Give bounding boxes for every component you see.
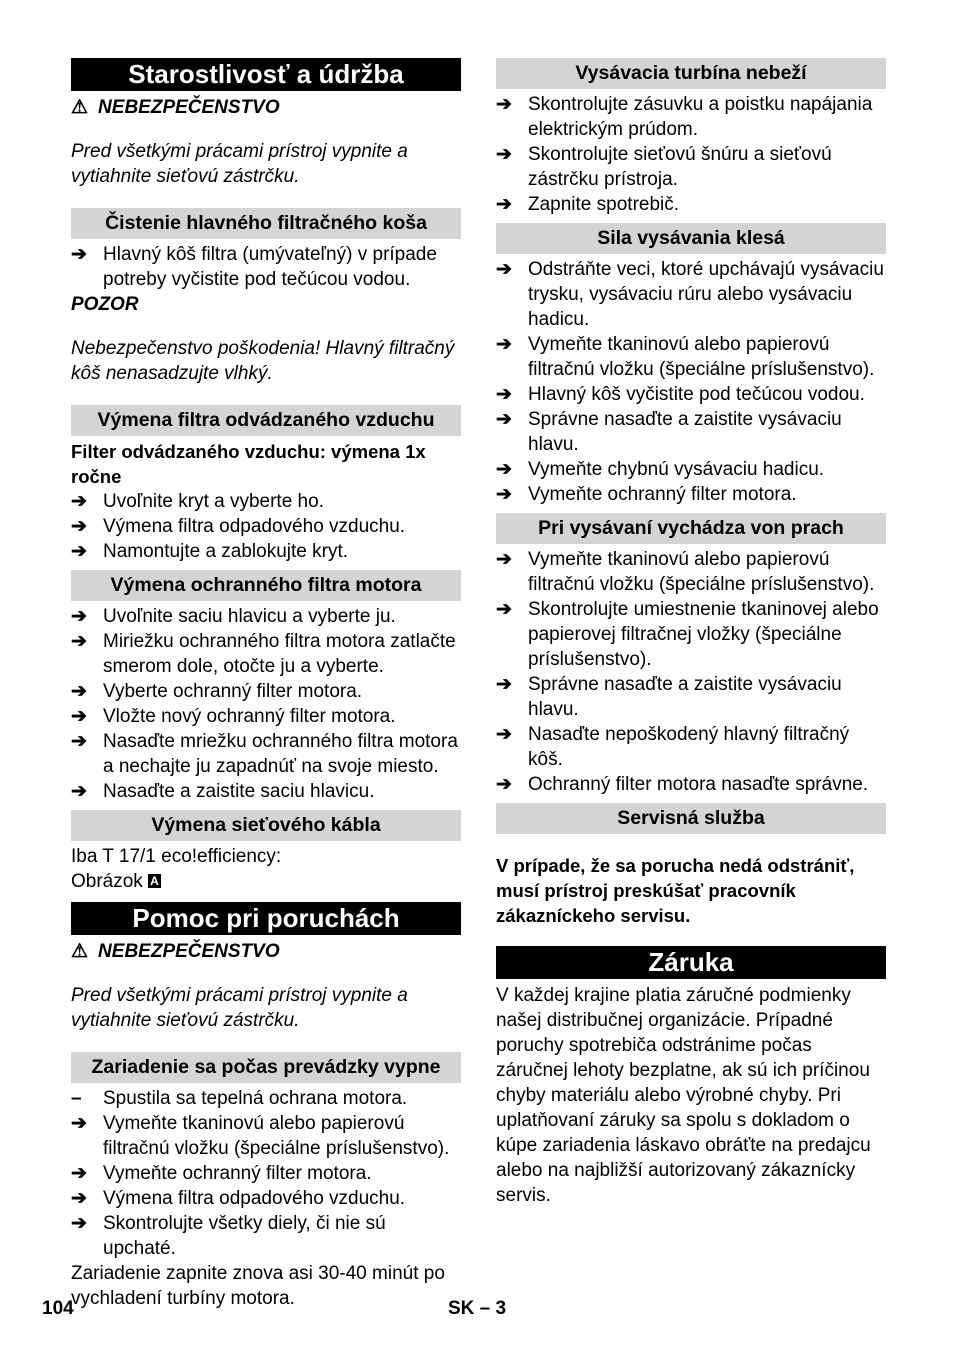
cause-switch-off <box>71 1086 461 1111</box>
service-text: V prípade, že sa porucha nedá odstrániť, musí prístroj preskúšať pracovník zákazníckeho servisu. <box>496 854 855 926</box>
steps-motor-filter <box>71 604 461 804</box>
subtitle-turbine: Vysávacia turbína nebeží <box>496 58 886 89</box>
danger-text-2: Pred všetkými prácami prístroj vypnite a vytiahnite sieťovú zástrčku. <box>71 985 408 1031</box>
dash-icon: – <box>71 1088 82 1109</box>
section-title-warranty: Záruka <box>496 946 886 979</box>
steps-dust <box>496 547 886 797</box>
section-number: SK – 3 <box>448 1298 507 1319</box>
list-item: ➔ Nasaďte a zaistite saciu hlavicu. <box>71 781 375 802</box>
list-item: ➔ Namontujte a zablokujte kryt. <box>71 541 349 562</box>
list-item: ➔ Vyberte ochranný filter motora. <box>71 681 363 702</box>
arrow-icon: ➔ <box>496 334 512 355</box>
subtitle-cable: Výmena sieťového kábla <box>71 810 461 841</box>
list-item: ➔ Vložte nový ochranný filter motora. <box>71 706 396 727</box>
list-item: ➔ Zapnite spotrebič. <box>496 194 680 215</box>
arrow-icon: ➔ <box>496 409 512 430</box>
danger-text: Pred všetkými prácami prístroj vypnite a vytiahnite sieťovú zástrčku. <box>71 141 408 187</box>
list-item: ➔ Vymeňte chybnú vysávaciu hadicu. <box>496 459 825 480</box>
arrow-icon: ➔ <box>496 94 512 115</box>
arrow-icon: ➔ <box>71 1213 87 1234</box>
arrow-icon: ➔ <box>71 781 87 802</box>
cable-line2: Obrázok A <box>71 871 159 892</box>
arrow-icon: ➔ <box>496 549 512 570</box>
arrow-icon: ➔ <box>496 194 512 215</box>
arrow-icon: ➔ <box>71 541 87 562</box>
arrow-icon: ➔ <box>71 516 87 537</box>
arrow-icon: ➔ <box>71 491 87 512</box>
arrow-icon: ➔ <box>496 599 512 620</box>
subtitle-motor-filter: Výmena ochranného filtra motora <box>71 570 461 601</box>
list-item: ➔ Skontrolujte zásuvku a poistku napájania elektrickým prúdom. <box>496 94 873 140</box>
list-item: ➔ Správne nasaďte a zaistite vysávaciu hlavu. <box>496 674 842 720</box>
arrow-icon: ➔ <box>496 459 512 480</box>
steps-filter-clean <box>71 242 461 292</box>
list-item: ➔ Nasaďte nepoškodený hlavný filtračný kôš. <box>496 724 850 770</box>
list-item: ➔ Skontrolujte umiestnenie tkaninovej alebo papierovej filtračnej vložky (špeciálne príslušenstvo). <box>496 599 879 670</box>
warning-icon: ⚠ <box>71 97 89 118</box>
section-title-troubleshoot: Pomoc pri poruchách <box>71 902 461 935</box>
danger-label-2: ⚠ NEBEZPEČENSTVO <box>71 941 280 962</box>
danger-label: ⚠ NEBEZPEČENSTVO <box>71 97 280 118</box>
subtitle-service: Servisná služba <box>496 803 886 834</box>
subtitle-exhaust: Výmena filtra odvádzaného vzduchu <box>71 405 461 436</box>
list-item: ➔ Hlavný kôš filtra (umývateľný) v prípade potreby vyčistite pod tečúcou vodou. <box>71 244 437 290</box>
list-item: ➔ Nasaďte mriežku ochranného filtra motora a nechajte ju zapadnúť na svoje miesto. <box>71 731 458 777</box>
list-item: ➔ Skontrolujte všetky diely, či nie sú upchaté. <box>71 1213 386 1259</box>
right-column <box>496 58 886 1208</box>
subtitle-filter-clean: Čistenie hlavného filtračného koša <box>71 208 461 239</box>
list-item: ➔ Hlavný kôš vyčistite pod tečúcou vodou. <box>496 384 865 405</box>
list-item: ➔ Vymeňte tkaninovú alebo papierovú filtračnú vložku (špeciálne príslušenstvo). <box>496 334 875 380</box>
arrow-icon: ➔ <box>496 724 512 745</box>
warranty-text: V každej krajine platia záručné podmienky našej distribučnej organizácie. Prípadné poruchy spotrebiča odstránime počas záručnej lehoty bezplatne, ak sú ich príčinou chyby materiálu alebo výrobné chyby. Pri uplatňovaní záruky sa spolu s dokladom o kúpe zariadenia láskavo obráťte na predajcu alebo na najbližší autorizovaný zákaznícky servis. <box>496 985 871 1206</box>
arrow-icon: ➔ <box>71 1113 87 1134</box>
list-item: ➔ Odstráňte veci, ktoré upchávajú vysávaciu trysku, vysávaciu rúru alebo vysávaciu hadicu. <box>496 259 884 330</box>
switch-off-note: Zariadenie zapnite znova asi 30-40 minút po vychladení turbíny motora. <box>71 1263 445 1309</box>
steps-suction <box>496 257 886 507</box>
caution-text: Nebezpečenstvo poškodenia! Hlavný filtračný kôš nenasadzujte vlhký. <box>71 338 455 384</box>
arrow-icon: ➔ <box>496 384 512 405</box>
subtitle-suction: Sila vysávania klesá <box>496 223 886 254</box>
arrow-icon: ➔ <box>496 774 512 795</box>
arrow-icon: ➔ <box>496 144 512 165</box>
arrow-icon: ➔ <box>496 259 512 280</box>
list-item: ➔ Výmena filtra odpadového vzduchu. <box>71 516 406 537</box>
arrow-icon: ➔ <box>496 484 512 505</box>
figure-a-icon: A <box>150 874 159 888</box>
list-item: ➔ Správne nasaďte a zaistite vysávaciu hlavu. <box>496 409 842 455</box>
left-column <box>71 58 461 1311</box>
list-item: ➔ Vymeňte tkaninovú alebo papierovú filtračnú vložku (špeciálne príslušenstvo). <box>496 549 875 595</box>
cable-line1: Iba T 17/1 eco!efficiency: <box>71 846 282 867</box>
list-item: ➔ Ochranný filter motora nasaďte správne. <box>496 774 869 795</box>
list-item: ➔ Vymeňte ochranný filter motora. <box>71 1163 372 1184</box>
subtitle-switch-off: Zariadenie sa počas prevádzky vypne <box>71 1052 461 1083</box>
arrow-icon: ➔ <box>71 681 87 702</box>
list-item: ➔ Vymeňte ochranný filter motora. <box>496 484 797 505</box>
list-item: – Spustila sa tepelná ochrana motora. <box>71 1088 408 1109</box>
arrow-icon: ➔ <box>71 1188 87 1209</box>
arrow-icon: ➔ <box>71 731 87 752</box>
list-item: ➔ Uvoľnite kryt a vyberte ho. <box>71 491 324 512</box>
section-title-care: Starostlivosť a údržba <box>71 58 461 91</box>
subtitle-dust: Pri vysávaní vychádza von prach <box>496 513 886 544</box>
list-item: ➔ Výmena filtra odpadového vzduchu. <box>71 1188 406 1209</box>
steps-exhaust <box>71 489 461 564</box>
arrow-icon: ➔ <box>496 674 512 695</box>
steps-turbine <box>496 92 886 217</box>
warning-icon: ⚠ <box>71 941 89 962</box>
arrow-icon: ➔ <box>71 606 87 627</box>
arrow-icon: ➔ <box>71 706 87 727</box>
list-item: ➔ Miriežku ochranného filtra motora zatlačte smerom dole, otočte ju a vyberte. <box>71 631 456 677</box>
caution-label: POZOR <box>71 294 139 315</box>
arrow-icon: ➔ <box>71 631 87 652</box>
list-item: ➔ Uvoľnite saciu hlavicu a vyberte ju. <box>71 606 396 627</box>
exhaust-interval: Filter odvádzaného vzduchu: výmena 1x ročne <box>71 441 426 487</box>
list-item: ➔ Vymeňte tkaninovú alebo papierovú filtračnú vložku (špeciálne príslušenstvo). <box>71 1113 450 1159</box>
arrow-icon: ➔ <box>71 1163 87 1184</box>
page-number: 104 <box>42 1298 74 1319</box>
arrow-icon: ➔ <box>71 244 87 265</box>
steps-switch-off <box>71 1111 461 1261</box>
list-item: ➔ Skontrolujte sieťovú šnúru a sieťovú zástrčku prístroja. <box>496 144 832 190</box>
